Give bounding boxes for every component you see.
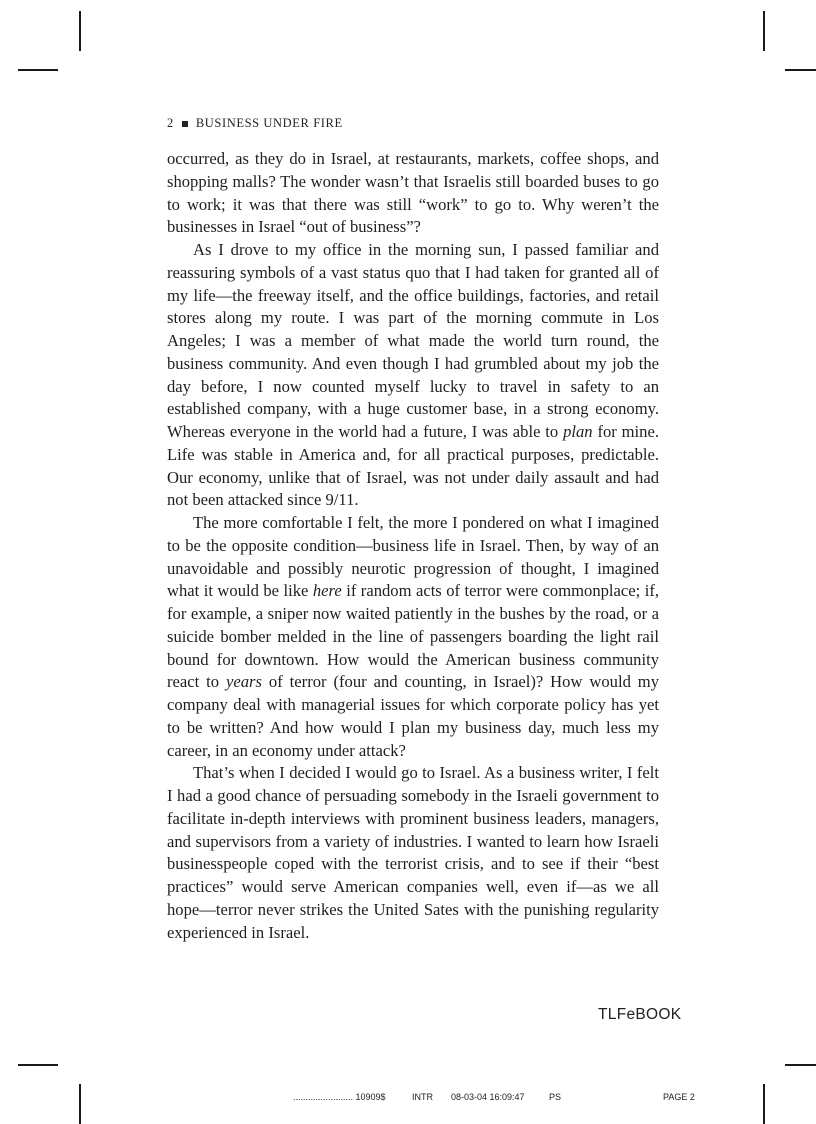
running-head <box>167 116 343 131</box>
body-text <box>167 148 659 944</box>
square-bullet-icon <box>182 121 188 127</box>
paragraph-3-part-a: The more comfortable I felt, the more I pondered on what I imagined to be the opposite condition—business life in Israel. Then, by way of an unavoidable and possibly neurotic progression of thought, I imagined what it would be like <box>167 513 659 601</box>
crop-mark-top-left-vertical <box>79 11 81 51</box>
paragraph-2-part-b: for mine. Life was stable in America and, for all practical purposes, predictable. Our economy, unlike that of Israel, was not under daily assault and had not been attacked since 9/11. <box>167 422 659 510</box>
paragraph-2-part-a: As I drove to my office in the morning sun, I passed familiar and reassuring symbols of a vast status quo that I had taken for granted all of my life—the freeway itself, and the office buildings, factories, and retail stores along my route. I was part of the morning commute in Los Angeles; I was a member of what made the world turn round, the business community. And even though I had grumbled about my job the day before, I now counted myself lucky to travel in safety to an established company, with a huge customer base, in a strong economy. Whereas everyone in the world had a future, I was able to <box>167 240 659 441</box>
paragraph-2 <box>167 239 659 512</box>
crop-mark-bottom-right-vertical <box>763 1084 765 1124</box>
emphasis-plan: plan <box>563 422 593 441</box>
crop-mark-top-right-horizontal <box>785 69 816 71</box>
crop-mark-bottom-right-horizontal <box>785 1064 816 1066</box>
paragraph-3-part-b: if random acts of terror were commonplace; if, for example, a sniper now waited patiently in the bushes by the road, or a suicide bomber melded in the line of passengers boarding the light rail bound for downtown. How would the American business community react to <box>167 581 659 692</box>
slug-page-label: PAGE 2 <box>663 1092 695 1102</box>
watermark: TLFeBOOK <box>598 1006 682 1023</box>
page-number: 2 <box>167 116 174 130</box>
paragraph-4: That’s when I decided I would go to Israel. As a business writer, I felt I had a good chance of persuading somebody in the Israeli government to facilitate in-depth interviews with prominent business leaders, managers, and supervisors from a variety of industries. I wanted to learn how Israeli businesspeople coped with the terrorist crisis, and to see if their “best practices” would serve American companies well, even if—as we all hope—terror never strikes the United Sates with the punishing regularity experienced in Israel. <box>167 763 659 942</box>
paragraph-3 <box>167 512 659 762</box>
crop-mark-top-right-vertical <box>763 11 765 51</box>
slug-code: PS <box>549 1092 562 1102</box>
running-title: BUSINESS UNDER FIRE <box>195 116 343 130</box>
emphasis-here: here <box>312 581 342 601</box>
slug-job: ........................ 10909$ <box>293 1092 386 1102</box>
emphasis-years: years <box>226 672 262 692</box>
crop-mark-bottom-left-vertical <box>79 1084 81 1124</box>
slug-section: INTR <box>412 1092 433 1102</box>
paragraph-3-part-c: of terror (four and counting, in Israel)? How would my company deal with managerial issues for which corporate policy has yet to be written? And how would I plan my business day, much less my career, in an economy under attack? <box>167 672 660 760</box>
slug-timestamp: 08-03-04 16:09:47 <box>451 1092 525 1102</box>
crop-mark-top-left-horizontal <box>18 69 58 71</box>
crop-mark-bottom-left-horizontal <box>18 1064 58 1066</box>
paragraph-1: occurred, as they do in Israel, at restaurants, markets, coffee shops, and shopping malls? The wonder wasn’t that Israelis still boarded buses to go to work; it was that there was still “work” to go to. Why weren’t the businesses in Israel “out of business”? <box>167 149 659 237</box>
